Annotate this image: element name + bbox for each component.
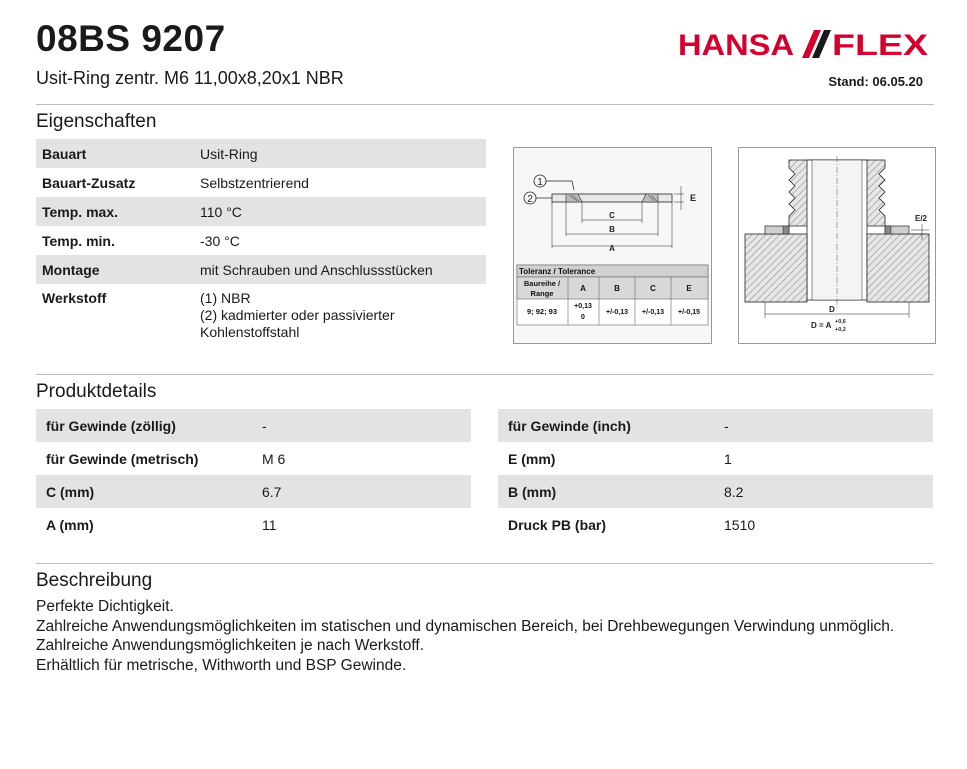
description-line: Perfekte Dichtigkeit. <box>36 598 174 615</box>
housing-left <box>745 234 807 302</box>
property-key: Bauart-Zusatz <box>42 174 136 191</box>
detail-value: 1 <box>724 450 732 467</box>
svg-text:FLEX: FLEX <box>832 29 928 62</box>
description-line: Zahlreiche Anwendungsmöglichkeiten je nach Werkstoff. <box>36 637 425 654</box>
detail-key: für Gewinde (inch) <box>498 409 714 442</box>
dim-e-label: E <box>690 193 697 203</box>
tolerance-col-header: E <box>686 284 692 293</box>
section-heading-eigenschaften: Eigenschaften <box>36 111 157 132</box>
tolerance-range-header: Range <box>530 289 554 298</box>
section-heading-beschreibung: Beschreibung <box>36 570 153 591</box>
d-formula: D = A <box>811 321 832 330</box>
table-row <box>36 139 486 168</box>
tolerance-b: +/-0,13 <box>606 309 628 316</box>
table-row <box>36 226 486 255</box>
detail-key: für Gewinde (metrisch) <box>46 450 199 467</box>
detail-key: für Gewinde (zöllig) <box>36 409 252 442</box>
description-line: Erhältlich für metrische, Withworth und BSP Gewinde. <box>36 656 407 674</box>
table-row <box>498 508 933 541</box>
dim-c-label: C <box>609 211 615 220</box>
tolerance-col-header: B <box>614 284 620 293</box>
table-row <box>36 508 471 541</box>
table-row <box>498 475 933 508</box>
d-formula-upper: +0,6 <box>835 319 846 325</box>
property-key: Werkstoff <box>42 290 107 306</box>
detail-key: E (mm) <box>508 450 556 467</box>
detail-value: M 6 <box>262 450 286 467</box>
divider <box>36 563 934 564</box>
detail-key: Druck PB (bar) <box>508 516 607 533</box>
details-table-right <box>498 409 933 541</box>
product-subtitle: Usit-Ring zentr. M6 11,00x8,20x1 NBR <box>36 68 344 88</box>
tolerance-table <box>517 265 708 325</box>
property-value: Usit-Ring <box>194 139 486 168</box>
table-row <box>36 197 486 226</box>
divider <box>36 374 934 375</box>
table-row <box>36 475 471 508</box>
property-key: Temp. min. <box>42 232 115 249</box>
property-key: Temp. max. <box>36 197 194 226</box>
ring-section-drawing <box>513 147 712 344</box>
table-row <box>36 284 486 341</box>
hansaflex-logo <box>678 24 930 64</box>
property-value: Selbstzentrierend <box>200 174 309 191</box>
detail-value: 8.2 <box>714 475 933 508</box>
tolerance-a-lower: 0 <box>581 314 585 321</box>
detail-value: - <box>252 409 471 442</box>
tolerance-title: Toleranz / Tolerance <box>519 267 596 276</box>
installation-drawing <box>738 147 936 344</box>
table-row <box>498 442 933 475</box>
details-table-left <box>36 409 471 541</box>
detail-value: 1510 <box>724 516 756 533</box>
properties-table <box>36 139 486 341</box>
table-row <box>36 255 486 284</box>
material-line: Kohlenstoffstahl <box>200 324 300 340</box>
tolerance-col-header: C <box>650 284 656 293</box>
property-value: 110 °C <box>194 197 486 226</box>
tolerance-col-header: A <box>580 284 586 293</box>
description <box>36 597 894 675</box>
housing-right <box>867 234 929 302</box>
tolerance-range-header: Baureihe / <box>523 279 561 288</box>
description-line: Zahlreiche Anwendungsmöglichkeiten im statischen und dynamischen Bereich, bei Drehbewegungen Verwindung unmöglich. <box>36 617 895 635</box>
detail-value: - <box>714 409 933 442</box>
table-row <box>498 409 933 442</box>
product-number: 08BS 9207 <box>36 18 226 59</box>
material-line: (2) kadmierter oder passivierter <box>200 307 395 323</box>
property-key: Montage <box>36 255 194 284</box>
tolerance-c: +/-0,13 <box>642 309 664 316</box>
detail-key: B (mm) <box>498 475 714 508</box>
tolerance-e: +/-0,15 <box>678 309 700 316</box>
detail-value: 11 <box>262 516 277 533</box>
property-key: Bauart <box>36 139 194 168</box>
detail-value: 6.7 <box>252 475 471 508</box>
dim-a-label: A <box>609 244 615 253</box>
detail-key: A (mm) <box>46 516 94 533</box>
tolerance-a-upper: +0,13 <box>574 303 592 310</box>
svg-text:HANSA: HANSA <box>678 29 794 62</box>
callout-2: 2 <box>527 194 533 205</box>
tolerance-range-value: 9; 92; 93 <box>526 307 558 316</box>
divider <box>36 104 934 105</box>
material-line: (1) NBR <box>200 290 251 306</box>
table-row <box>36 409 471 442</box>
dim-b-label: B <box>609 225 615 234</box>
detail-key: C (mm) <box>36 475 252 508</box>
stand-date: Stand: 06.05.20 <box>828 74 923 89</box>
property-value <box>194 284 486 341</box>
logo-slash-icon <box>802 30 831 58</box>
section-heading-produktdetails: Produktdetails <box>36 381 157 402</box>
property-value: -30 °C <box>200 232 240 249</box>
dim-e2-label: E/2 <box>915 214 928 223</box>
table-row <box>36 168 486 197</box>
dim-d-label: D <box>829 305 835 314</box>
property-value: mit Schrauben und Anschlussstücken <box>194 255 486 284</box>
table-row <box>36 442 471 475</box>
d-formula-lower: +0,2 <box>835 327 846 333</box>
callout-1: 1 <box>537 177 543 188</box>
